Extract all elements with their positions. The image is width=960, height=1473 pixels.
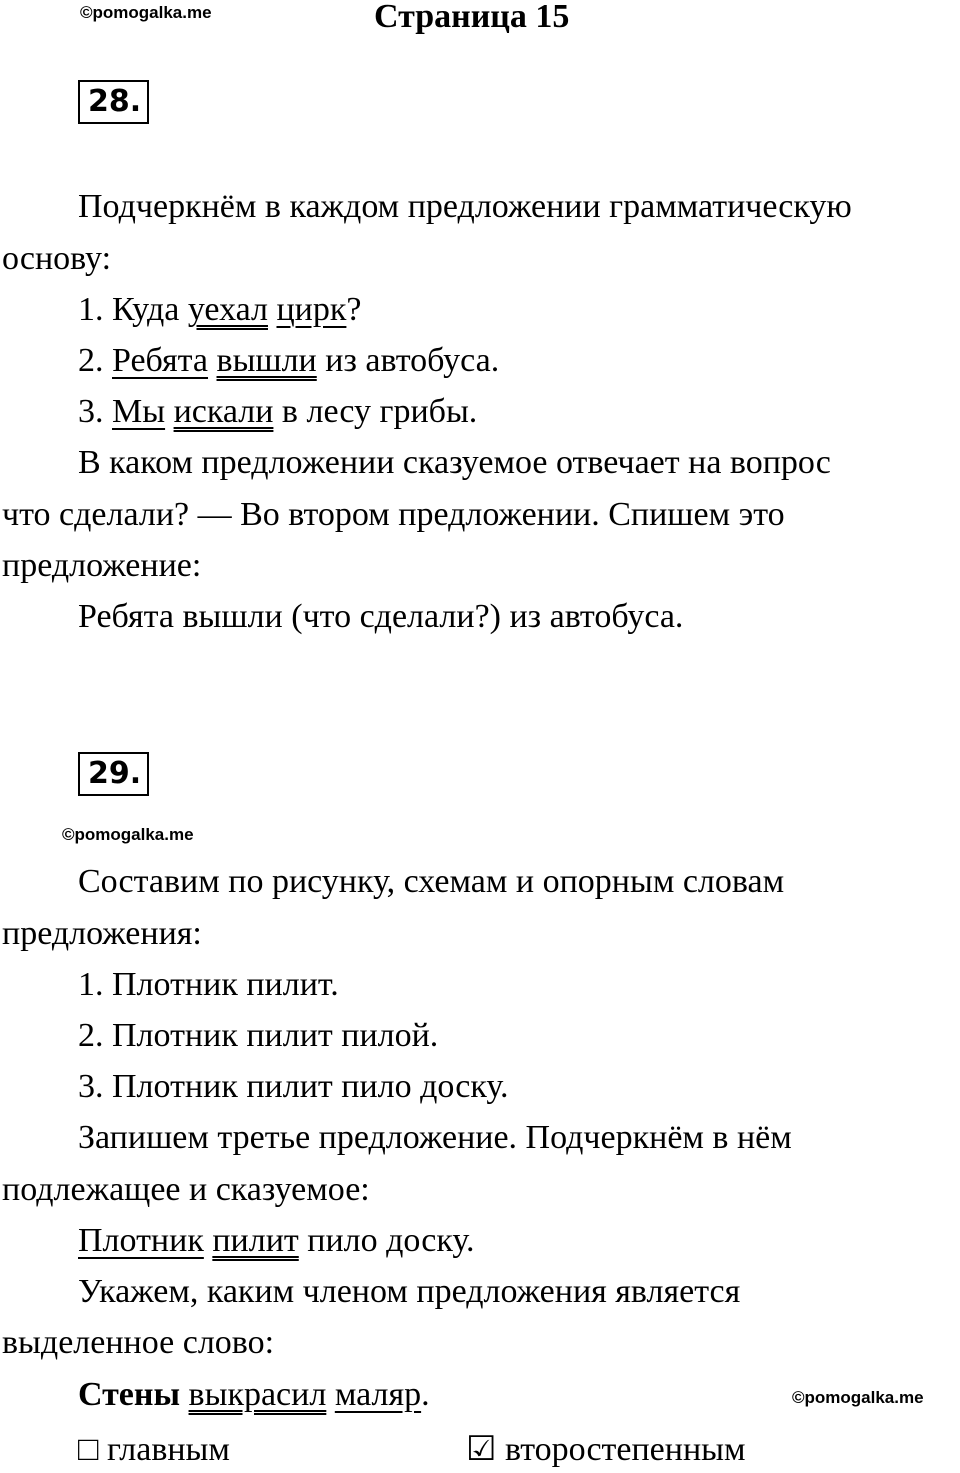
task-29-result xyxy=(78,1221,475,1261)
watermark-top: ©pomogalka.me xyxy=(80,3,212,22)
space xyxy=(165,393,174,430)
option-main-checkbox[interactable]: □ главным xyxy=(78,1431,230,1468)
task-28-sentence-1 xyxy=(78,290,362,330)
task-29-intro-line-2: предложения: xyxy=(2,915,202,952)
subject: Плотник xyxy=(78,1222,204,1259)
space xyxy=(180,1376,189,1413)
subject: Ребята xyxy=(112,342,209,379)
task-28-number: 28. xyxy=(78,80,149,124)
task-28-question-line-1: В каком предложении сказуемое отвечает на вопрос xyxy=(78,444,831,481)
sentence-end: пило доску. xyxy=(298,1222,475,1259)
task-28-question-line-2: что сделали? — Во втором предложении. Спишем это xyxy=(2,496,785,533)
subject: Мы xyxy=(112,393,166,430)
sentence-text: 2. xyxy=(78,342,112,379)
sentence-text: 1. Куда xyxy=(78,291,188,328)
watermark-bottom: ©pomogalka.me xyxy=(792,1388,924,1407)
sentence-end: . xyxy=(421,1376,430,1413)
subject: цирк xyxy=(276,291,347,328)
task-28-sentence-3 xyxy=(78,392,477,432)
predicate: выкрасил xyxy=(188,1376,327,1413)
task-29-ask-line-1: Укажем, каким членом предложения является xyxy=(78,1273,741,1310)
task-29-number: 29. xyxy=(78,752,149,796)
sentence-end: из автобуса. xyxy=(316,342,500,379)
page-title: Страница 15 xyxy=(374,0,570,35)
task-29-ask-line-2: выделенное слово: xyxy=(2,1324,275,1361)
predicate: пилит xyxy=(212,1222,299,1259)
task-28-sentence-2 xyxy=(78,341,499,381)
task-29-sentence-3: 3. Плотник пилит пило доску. xyxy=(78,1068,509,1105)
task-29-write-line-1: Запишем третье предложение. Подчеркнём в нём xyxy=(78,1119,792,1156)
subject: маляр xyxy=(334,1376,422,1413)
watermark-middle: ©pomogalka.me xyxy=(62,825,194,844)
task-29-write-line-2: подлежащее и сказуемое: xyxy=(2,1171,370,1208)
sentence-end: ? xyxy=(346,291,362,328)
task-29-example xyxy=(78,1375,430,1415)
sentence-text: 3. xyxy=(78,393,112,430)
predicate: искали xyxy=(173,393,274,430)
task-28-intro-line-2: основу: xyxy=(2,240,112,277)
task-28-intro-line-1: Подчеркнём в каждом предложении грамматическую xyxy=(78,188,852,225)
option-secondary-checkbox[interactable]: ☑ второстепенным xyxy=(466,1431,746,1468)
predicate: вышли xyxy=(216,342,317,379)
task-28-answer: Ребята вышли (что сделали?) из автобуса. xyxy=(78,598,684,635)
task-29-sentence-2: 2. Плотник пилит пилой. xyxy=(78,1017,439,1054)
task-28-question-line-3: предложение: xyxy=(2,547,202,584)
space xyxy=(326,1376,335,1413)
highlighted-word: Стены xyxy=(78,1376,181,1413)
sentence-end: в лесу грибы. xyxy=(273,393,478,430)
task-29-sentence-1: 1. Плотник пилит. xyxy=(78,966,339,1003)
predicate: уехал xyxy=(187,291,268,328)
space xyxy=(208,342,217,379)
task-29-intro-line-1: Составим по рисунку, схемам и опорным словам xyxy=(78,863,785,900)
